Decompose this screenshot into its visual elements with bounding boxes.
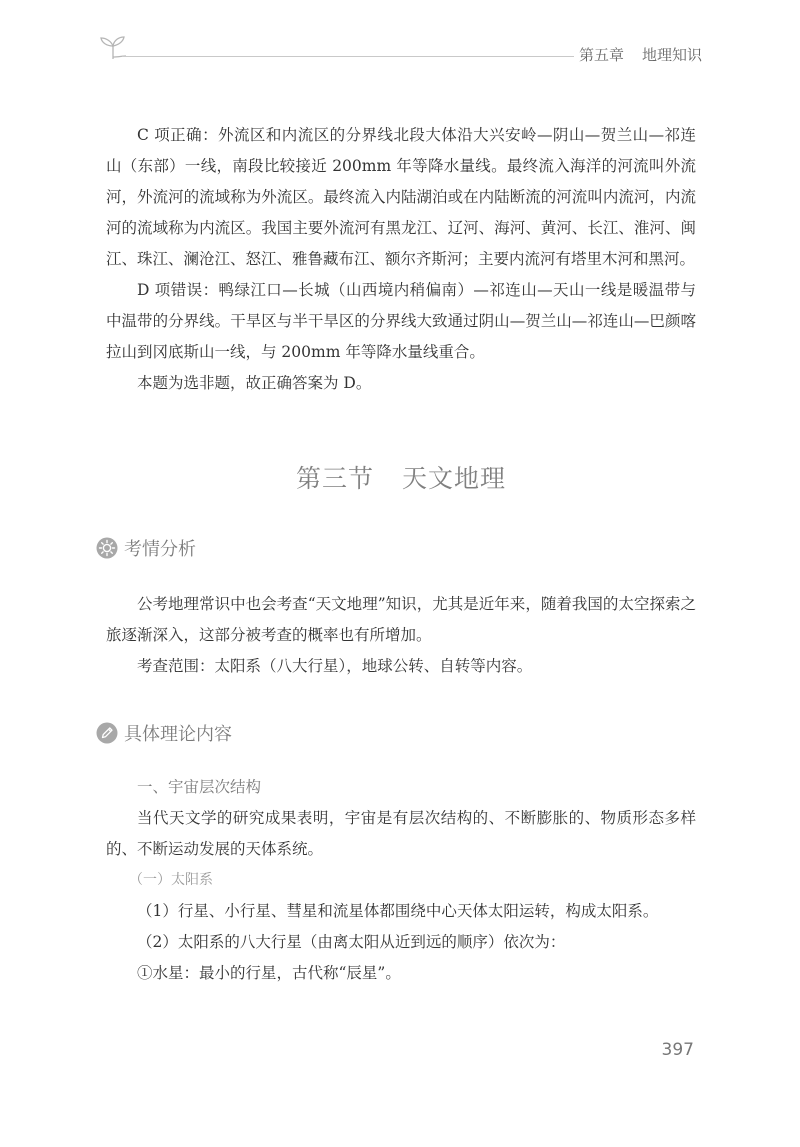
sprout-icon: [96, 35, 130, 61]
heading-solar-system: （一）太阳系: [129, 872, 213, 888]
exam-scope-paragraph: 考查范围：太阳系（八大行星），地球公转、自转等内容。: [137, 657, 533, 675]
paragraph-option-d: D 项错误：鸭绿江口—长城（山西境内稍偏南）—祁连山—天山一线是暖温带与中温带的分界线。干旱区与半干旱区的分界线大致通过阴山—贺兰山—祁连山—巴颜喀拉山到冈底斯山一线，与 200mm 年等降水量线重合。: [106, 281, 696, 361]
module-theory-content: [96, 718, 696, 748]
page-content: [106, 120, 696, 989]
universe-paragraph: 当代天文学的研究成果表明，宇宙是有层次结构的、不断膨胀的、物质形态多样的、不断运动发展的天体系统。: [106, 809, 696, 858]
analysis-paragraph: 公考地理常识中也会考查“天文地理”知识，尤其是近年来，随着我国的太空探索之旅逐渐深入，这部分被考查的概率也有所增加。: [106, 595, 696, 644]
chapter-number: 第五章: [578, 46, 624, 64]
section-number: 第三节: [295, 464, 374, 493]
chapter-label: [579, 44, 702, 65]
paragraph-answer: 本题为选非题，故正确答案为 D。: [137, 374, 372, 392]
sun-icon: [96, 537, 118, 559]
module-title: 考情分析: [124, 539, 196, 560]
page-number: 397: [661, 1040, 694, 1060]
section-title: [106, 459, 696, 495]
chapter-title: 地理知识: [641, 46, 702, 64]
header-rule: [122, 56, 574, 57]
module-exam-analysis: [96, 533, 696, 563]
list-item: ①水星：最小的行星，古代称“辰星”。: [137, 964, 401, 982]
paragraph-option-c: C 项正确：外流区和内流区的分界线北段大体沿大兴安岭—阴山—贺兰山—祁连山（东部）一线，南段比较接近 200mm 年等降水量线。最终流入海洋的河流叫外流河，外流河的流域称为外流区。最终流入内陆湖泊或在内陆断流的河流叫内流河，内流河的流域称为内流区。我国主要外流河有黑龙江、辽河、海河、黄河、长江、淮河、闽江、珠江、澜沧江、怒江、雅鲁藏布江、额尔齐斯河；主要内流河有塔里木河和黑河。: [106, 126, 696, 268]
list-item: （1）行星、小行星、彗星和流星体都围绕中心天体太阳运转，构成太阳系。: [137, 902, 659, 920]
heading-universe-structure: 一、宇宙层次结构: [137, 778, 262, 796]
pencil-icon: [96, 722, 118, 744]
list-item: （2）太阳系的八大行星（由离太阳从近到远的顺序）依次为：: [137, 933, 566, 951]
module-title: 具体理论内容: [124, 724, 232, 745]
section-name: 天文地理: [402, 464, 507, 493]
page-header: [96, 35, 702, 75]
